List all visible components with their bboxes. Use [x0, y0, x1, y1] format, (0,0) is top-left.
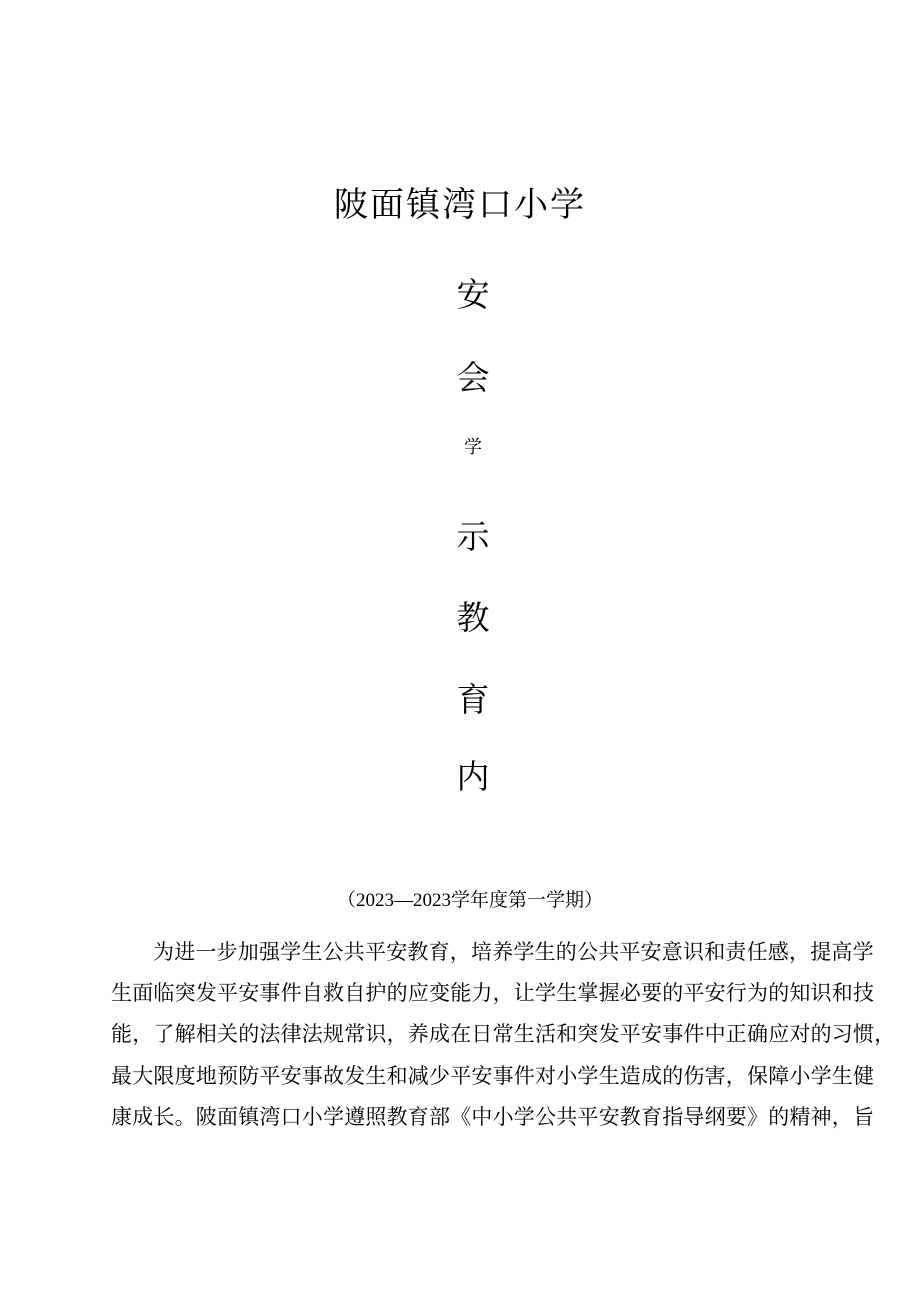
paragraph-line: 能，了解相关的法律法规常识，养成在日常生活和突发平安事件中正确应对的习惯， — [111, 1022, 896, 1047]
paragraph-line: 生面临突发平安事件自救自护的应变能力，让学生掌握必要的平安行为的知识和技 — [111, 981, 875, 1006]
title-char-7: 内 — [456, 757, 490, 796]
title-char-2: 会 — [456, 358, 490, 397]
paragraph-line: 最大限度地预防平安事故发生和减少平安事件对小学生造成的伤害，保障小学生健 — [111, 1063, 875, 1088]
title-char-5: 教 — [456, 598, 490, 637]
paragraph-line: 康成长。陂面镇湾口小学遵照教育部《中小学公共平安教育指导纲要》的精神，旨 — [111, 1104, 875, 1129]
title-char-6: 育 — [456, 680, 490, 719]
paragraph-line: 为进一步加强学生公共平安教育，培养学生的公共平安意识和责任感，提高学 — [153, 940, 874, 964]
school-name: 陂面镇湾口小学 — [334, 185, 586, 225]
school-term: （2023—2023学年度第一学期） — [336, 890, 603, 911]
title-char-3: 学 — [464, 437, 482, 458]
intro-paragraph — [111, 932, 896, 1138]
title-char-1: 安 — [456, 275, 490, 314]
title-char-4: 示 — [456, 517, 490, 556]
